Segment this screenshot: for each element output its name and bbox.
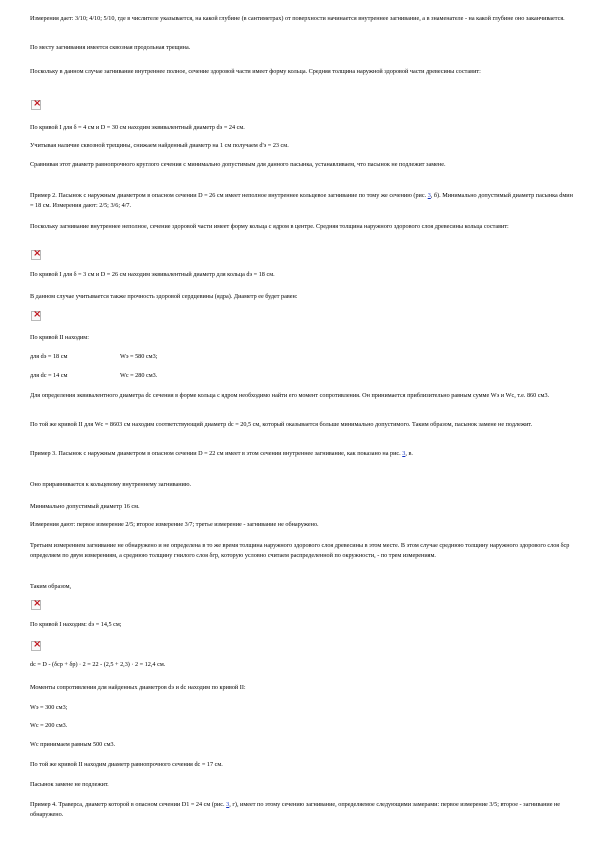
broken-image-icon-formula-1 xyxy=(31,100,41,110)
broken-image-icon-formula-3 xyxy=(31,311,41,321)
paragraph-core-strength: В данном случае учитывается также прочность здоровой сердцевины (ядра). Диаметр ее будет равен: xyxy=(30,293,298,300)
paragraph-crack: По месту загнивания имеется сквозная продольная трещина. xyxy=(30,44,191,51)
paragraph-wc-total: Wc принимаем равным 500 см3. xyxy=(30,741,116,748)
paragraph-measurements-intro: Измерения дает: 3/10; 4/10; 5/10, где в числителе указывается, на какой глубине (в сантиметрах) от поверхности начинается внутреннее загнивание, а в знаменателе - на какой глубине оно заканчивается. xyxy=(30,15,565,22)
row-dc-value: для dc = 14 см Wc = 280 см3. xyxy=(30,372,158,379)
row-de-value: для dэ = 18 см Wэ = 580 см3; xyxy=(30,353,158,360)
figure-link[interactable]: 3 xyxy=(427,192,431,199)
broken-image-icon-formula-4 xyxy=(31,600,41,610)
paragraph-equated: Оно приравнивается к кольцевому внутреннему загниванию. xyxy=(30,481,192,488)
paragraph-curve-1-ring: По кривой I для δ = 3 см и D = 26 см находим эквивалентный диаметр для кольца dэ = 18 см. xyxy=(30,271,275,278)
paragraph-equal-section: По той же кривой II находим диаметр равнопрочного сечения dc = 17 см. xyxy=(30,761,223,768)
paragraph-measurements-3: Измерения дают: первое измерение 2/5; второе измерение 3/7; третье измерение - загнивание не обнаружено. xyxy=(30,521,319,528)
paragraph-no-replace: Пасынок замене не подлежит. xyxy=(30,781,109,788)
broken-image-icon-formula-5 xyxy=(31,641,41,651)
paragraph-curve-1: По кривой I для δ = 4 см и D = 30 см находим эквивалентный диаметр dэ = 24 см. xyxy=(30,124,245,131)
paragraph-example-3: Пример 3. Пасынок с наружным диаметром в опасном сечении D = 22 см имеет в этом сечении внутреннее загнивание, как показано на рис. 3, в. xyxy=(30,450,413,457)
paragraph-third-measurement: Третьим измерением загнивание не обнаружено и не определена в то же время толщина наружного здорового слоя древесины в этом месте. В этом случае среднюю толщину наружного здорового слоя δср определяем по двум измерениям, а среднюю толщину гнилого слоя δгр, которую условно считаем распределенной по окружности, - по трем измерениям. xyxy=(30,542,570,559)
paragraph-compare: Сравнивая этот диаметр равнопрочного круглого сечения с минимально допустимым для данного пасынка, устанавливаем, что пасынок не подлежит замене. xyxy=(30,161,446,168)
paragraph-moment: Для определения эквивалентного диаметра dc сечения в форме кольца с ядром необходимо найти его момент сопротивления. Он принимается приблизительно равным сумме Wэ и Wc, т.е. 860 см3. xyxy=(30,392,550,399)
paragraph-moments: Моменты сопротивления для найденных диаметров dэ и dc находим по кривой II: xyxy=(30,684,246,691)
figure-link[interactable]: 3 xyxy=(402,450,406,457)
paragraph-ring-section: Поскольку в данном случае загнивание внутреннее полное, сечение здоровой части имеет форму кольца. Средняя толщина наружной здоровой части древесины составит: xyxy=(30,68,481,75)
paragraph-reduce-diameter: Учитывая наличие сквозной трещины, снижаем найденный диаметр на 1 см получаем d'э = 23 см. xyxy=(30,142,289,149)
paragraph-curve-2: По кривой II находим: xyxy=(30,334,89,341)
broken-image-icon-formula-2 xyxy=(31,250,41,260)
paragraph-we: Wэ = 300 см3; xyxy=(30,704,68,711)
paragraph-wc: Wc = 200 см3. xyxy=(30,722,68,729)
paragraph-dc-formula: dc = D - (δср + δр) · 2 = 22 - (2,5 + 2,3) · 2 = 12,4 см. xyxy=(30,661,166,668)
paragraph-curve-2-result: По той же кривой II для Wc = 8603 см находим соответствующий диаметр dc = 20,5 см, который оказывается больше минимально допустимого. Таким образом, пасынок замене не подлежит. xyxy=(30,421,533,428)
paragraph-curve-1-result: По кривой I находим: dэ = 14,5 см; xyxy=(30,621,122,628)
figure-link[interactable]: 3 xyxy=(226,801,230,808)
paragraph-example-4: Пример 4. Траверса, диаметр которой в опасном сечении D1 = 24 см (рис. 3, г), имеет по этому сечению загнивание, определяемое следующими замерами: первое измерение 3/5; второе - загнивание не обнаружено. xyxy=(30,801,561,818)
paragraph-thus: Таким образом, xyxy=(30,583,72,590)
paragraph-example-2: Пример 2. Пасынок с наружным диаметром в опасном сечении D = 26 см имеет неполное внутреннее кольцевое загнивание по тому же сечению (рис. 3, б). Минимально допустимый диаметр пасынка dмин = 18 см. Измерения дают: 2/5; 3/6; 4/7. xyxy=(30,192,573,209)
paragraph-min-diameter: Минимально допустимый диаметр 16 см. xyxy=(30,503,140,510)
paragraph-ring-with-core: Поскольку загнивание внутреннее неполное, сечение здоровой части имеет форму кольца с ядром в центре. Средняя толщина наружного здорового слоя древесины кольца составит: xyxy=(30,223,509,230)
